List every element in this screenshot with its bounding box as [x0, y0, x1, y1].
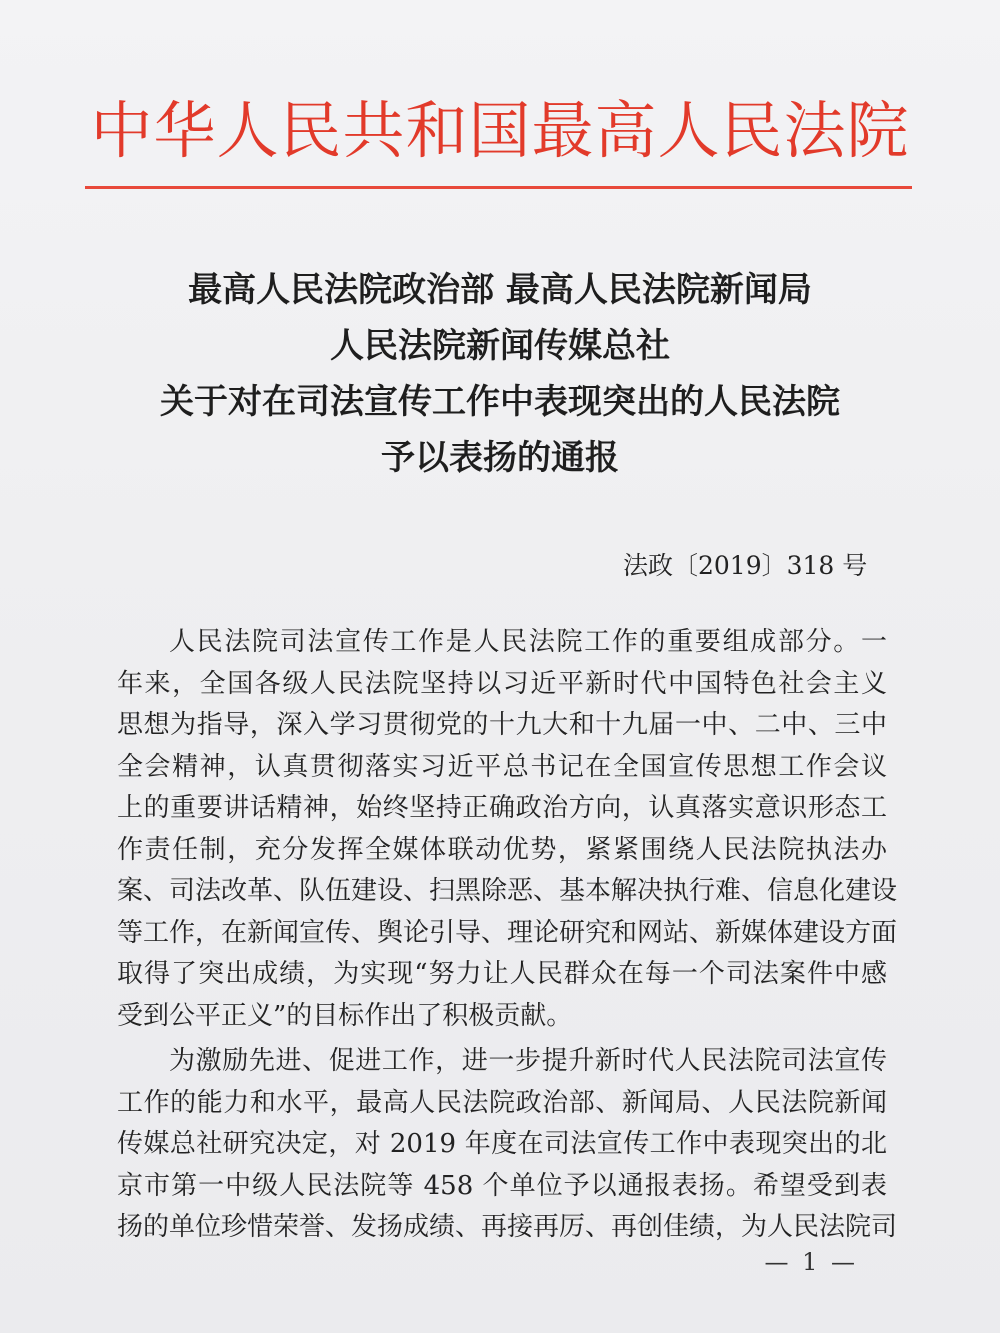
title-line: 予以表扬的通报 [381, 438, 619, 478]
issuer-header: 中华人民共和国最高人民法院 [90, 94, 910, 167]
paragraph-1-line: 受到公平正义”的目标作出了积极贡献。 [117, 1000, 573, 1031]
paragraph-1-line: 取得了突出成绩，为实现“努力让人民群众在每一个司法案件中感 [117, 959, 887, 989]
paragraph-1-line: 案、司法改革、队伍建设、扫黑除恶、基本解决执行难、信息化建设 [117, 876, 898, 906]
paragraph-1-line: 上的重要讲话精神，始终坚持正确政治方向，认真落实意识形态工 [117, 793, 887, 823]
paragraph-2-line: 京市第一中级人民法院等 458 个单位予以通报表扬。希望受到表 [117, 1170, 887, 1201]
document-title [0, 262, 1000, 486]
red-divider-line [85, 186, 912, 189]
paragraph-1-line: 等工作，在新闻宣传、舆论引导、理论研究和网站、新媒体建设方面 [117, 917, 898, 948]
paragraph-2-line: 工作的能力和水平，最高人民法院政治部、新闻局、人民法院新闻 [117, 1087, 887, 1118]
document-number: 法政〔2019〕318 号 [623, 551, 868, 580]
title-line: 最高人民法院政治部 最高人民法院新闻局 [188, 270, 812, 310]
paragraph-1-line: 思想为指导，深入学习贯彻党的十九大和十九届一中、二中、三中 [117, 710, 887, 740]
paragraph-1-line: 年来，全国各级人民法院坚持以习近平新时代中国特色社会主义 [117, 668, 887, 699]
page-number [0, 1250, 1000, 1274]
paragraph-2-line: 传媒总社研究决定，对 2019 年度在司法宣传工作中表现突出的北 [117, 1129, 887, 1159]
title-line: 关于对在司法宣传工作中表现突出的人民法院 [160, 382, 840, 422]
paragraph-1-line: 人民法院司法宣传工作是人民法院工作的重要组成部分。一 [169, 627, 887, 657]
paragraph-1-line: 作责任制，充分发挥全媒体联动优势，紧紧围绕人民法院执法办 [117, 834, 887, 865]
body-text [117, 622, 898, 1249]
paragraph-2-line: 扬的单位珍惜荣誉、发扬成绩、再接再厉、再创佳绩，为人民法院司 [117, 1212, 898, 1242]
title-line: 人民法院新闻传媒总社 [330, 326, 670, 366]
paragraph-2-line: 为激励先进、促进工作，进一步提升新时代人民法院司法宣传 [169, 1046, 887, 1076]
paragraph-1-line: 全会精神，认真贯彻落实习近平总书记在全国宣传思想工作会议 [117, 751, 887, 782]
page-number-label: — 1 — [764, 1248, 858, 1276]
